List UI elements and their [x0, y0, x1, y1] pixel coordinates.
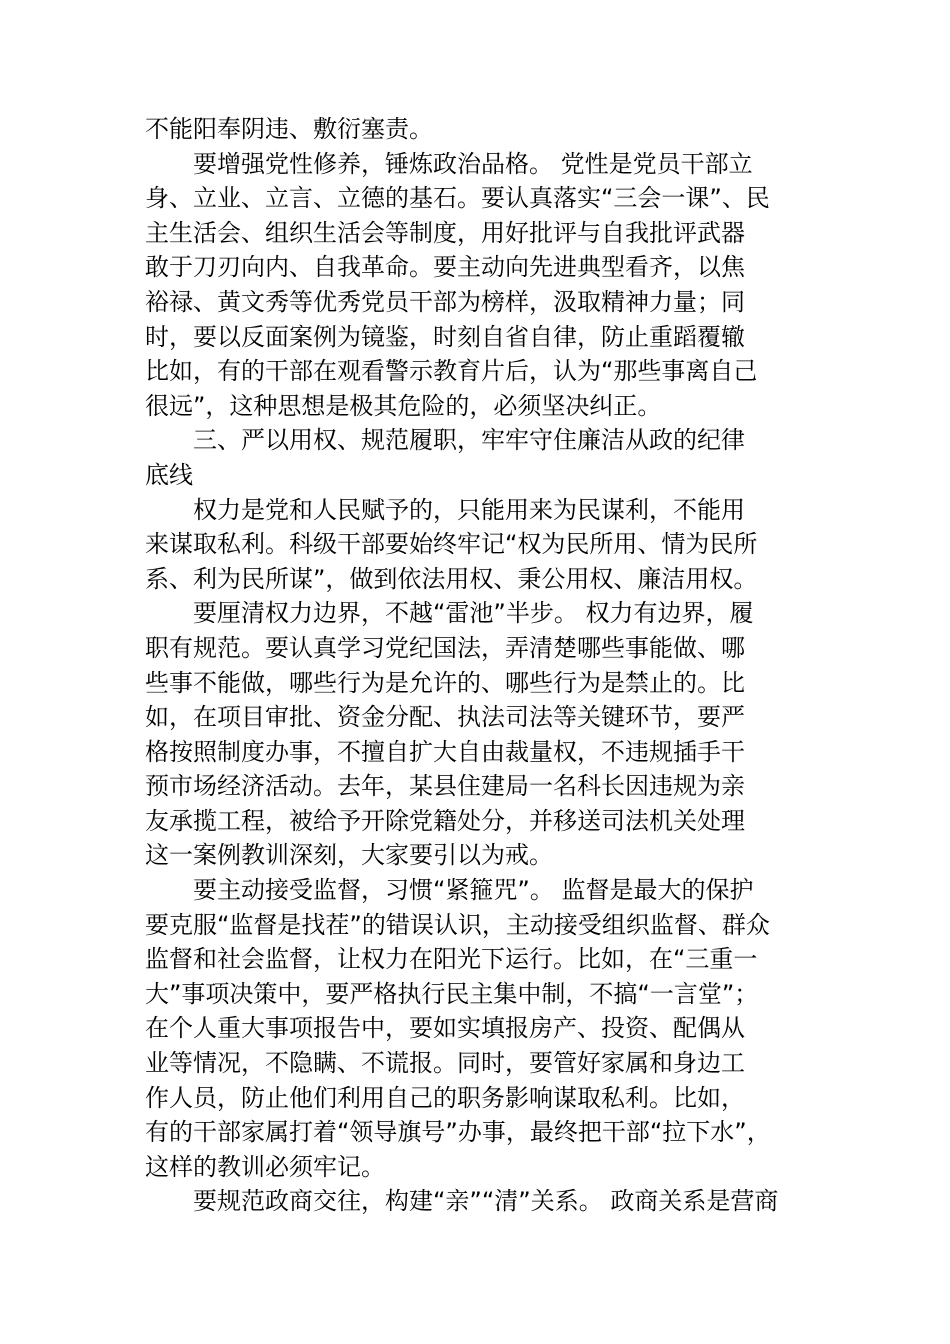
text-line: 在个人重大事项报告中，要如实填报房产、投资、配偶从: [145, 1014, 745, 1043]
text-line: 要规范政商交往，构建“亲”“清”关系。 政商关系是营商: [193, 1187, 779, 1216]
text-line: 预市场经济活动。去年，某县住建局一名科长因违规为亲: [145, 772, 745, 801]
text-line: 主生活会、组织生活会等制度，用好批评与自我批评武器: [145, 218, 745, 247]
text-line: 要克服“监督是找茬”的错误认识，主动接受组织监督、群众: [145, 910, 770, 939]
text-line: 系、利为民所谋”，做到依法用权、秉公用权、廉洁用权。: [145, 564, 758, 593]
text-line: 三、严以用权、规范履职，牢牢守住廉洁从政的纪律: [193, 426, 745, 455]
text-line: 些事不能做，哪些行为是允许的、哪些行为是禁止的。比: [145, 668, 745, 697]
text-line: 作人员，防止他们利用自己的职务影响谋取私利。比如，: [145, 1083, 745, 1112]
text-line: 格按照制度办事，不擅自扩大自由裁量权，不违规插手干: [145, 737, 745, 766]
text-line: 权力是党和人民赋予的，只能用来为民谋利，不能用: [193, 495, 745, 524]
text-line: 职有规范。要认真学习党纪国法，弄清楚哪些事能做、哪: [145, 633, 745, 662]
text-line: 很远”，这种思想是极其危险的，必须坚决纠正。: [145, 391, 662, 420]
text-line: 大”事项决策中，要严格执行民主集中制，不搞“一言堂”；: [145, 979, 759, 1008]
text-line: 监督和社会监督，让权力在阳光下运行。比如，在“三重一: [145, 945, 758, 974]
text-line: 如，在项目审批、资金分配、执法司法等关键环节，要严: [145, 703, 745, 732]
text-line: 要增强党性修养，锤炼政治品格。 党性是党员干部立: [193, 149, 753, 178]
text-line: 业等情况，不隐瞒、不谎报。同时，要管好家属和身边工: [145, 1049, 745, 1078]
text-line: 敢于刀刃向内、自我革命。要主动向先进典型看齐，以焦: [145, 253, 745, 282]
text-line: 这样的教训必须牢记。: [145, 1152, 385, 1181]
document-body: [145, 112, 805, 1219]
text-line: 友承揽工程，被给予开除党籍处分，并移送司法机关处理: [145, 806, 745, 835]
text-line: 有的干部家属打着“领导旗号”办事，最终把干部“拉下水”，: [145, 1118, 771, 1147]
text-line: 底线: [145, 460, 193, 489]
text-line: 时，要以反面案例为镜鉴，时刻自省自律，防止重蹈覆辙: [145, 322, 745, 351]
text-line: 裕禄、黄文秀等优秀党员干部为榜样，汲取精神力量；同: [145, 287, 745, 316]
text-line: 要厘清权力边界，不越“雷池”半步。 权力有边界，履: [193, 599, 754, 628]
text-line: 来谋取私利。科级干部要始终牢记“权为民所用、情为民所: [145, 530, 758, 559]
text-line: 身、立业、立言、立德的基石。要认真落实“三会一课”、民: [145, 184, 770, 213]
text-line: 这一案例教训深刻，大家要引以为戒。: [145, 841, 553, 870]
text-line: 比如，有的干部在观看警示教育片后，认为“那些事离自己: [145, 357, 758, 386]
text-line: 要主动接受监督，习惯“紧箍咒”。 监督是最大的保护: [193, 876, 754, 905]
text-line: 不能阳奉阴违、敷衍塞责。: [145, 115, 433, 143]
